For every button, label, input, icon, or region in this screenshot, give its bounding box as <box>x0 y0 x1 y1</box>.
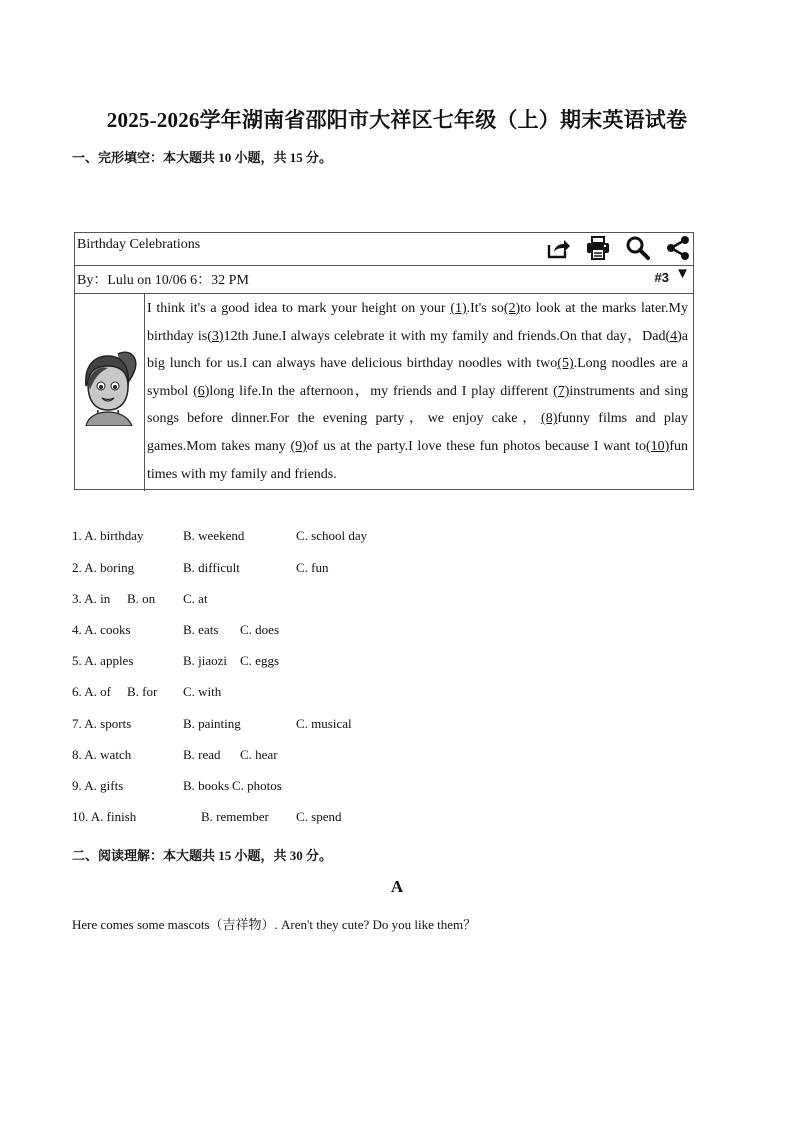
option-b[interactable]: B. painting <box>183 716 241 731</box>
passage-text: a big lunch for us.I can always have delicious birthday noodles with two <box>147 328 689 372</box>
passage-text: of us at the party.I love these fun photos because I want to <box>306 438 646 454</box>
post-title: Birthday Celebrations <box>77 237 201 252</box>
option-b[interactable]: B. for <box>127 684 158 699</box>
passage-text: fun times with my family and friends. <box>147 438 688 482</box>
option-b[interactable]: B. eats <box>183 622 219 637</box>
post-body <box>75 294 693 491</box>
forum-post <box>74 232 694 490</box>
option-a[interactable]: 5. A. apples <box>72 653 134 668</box>
page-title: 2025-2026学年湖南省邵阳市大祥区七年级（上）期末英语试卷 <box>106 108 688 132</box>
section-heading-cloze: 一、完形填空：本大题共 10 小题，共 15 分。 <box>72 150 333 165</box>
option-a[interactable]: 7. A. sports <box>72 716 132 731</box>
passage-text: I think it's a good idea to mark your height on your <box>147 301 451 316</box>
option-a[interactable]: 9. A. gifts <box>72 778 124 793</box>
option-c[interactable]: C. school day <box>296 528 368 543</box>
question-row <box>72 653 472 675</box>
option-c[interactable]: C. spend <box>296 809 342 824</box>
passage-a-title: A <box>390 877 404 896</box>
avatar-cell <box>75 294 145 491</box>
question-row <box>72 622 472 644</box>
share-network-icon[interactable] <box>665 235 691 261</box>
passage-text: .It's so <box>466 301 504 316</box>
option-b[interactable]: B. remember <box>201 809 269 824</box>
option-b[interactable]: B. weekend <box>183 528 245 543</box>
blank-number: (10) <box>646 438 670 454</box>
option-b[interactable]: B. on <box>127 591 156 606</box>
option-b[interactable]: B. read <box>183 747 221 762</box>
blank-number: (9) <box>290 438 307 454</box>
passage-text: 12th June.I always celebrate it with my family and friends.On that day，Dad <box>223 328 666 344</box>
passage-a-intro: Here comes some mascots（吉祥物）. Aren't they cute? Do you like them？ <box>72 917 477 932</box>
passage-text: instruments and sing songs before dinner.For the evening party，we enjoy cake， <box>147 383 688 427</box>
option-a[interactable]: 2. A. boring <box>72 560 135 575</box>
option-b[interactable]: B. difficult <box>183 560 240 575</box>
option-b[interactable]: B. jiaozi <box>183 653 228 668</box>
dropdown-arrow-icon[interactable]: ▼ <box>675 266 690 282</box>
section-heading-reading: 二、阅读理解：本大题共 15 小题，共 30 分。 <box>72 848 333 863</box>
question-row <box>72 716 472 738</box>
option-c[interactable]: C. eggs <box>240 653 279 668</box>
option-c[interactable]: C. photos <box>232 778 282 793</box>
post-byline: By：Lulu on 10/06 6：32 PM <box>77 273 249 288</box>
question-row <box>72 560 472 582</box>
option-c[interactable]: C. at <box>183 591 208 606</box>
option-a[interactable]: 4. A. cooks <box>72 622 131 637</box>
option-c[interactable]: C. hear <box>240 747 278 762</box>
post-header <box>75 233 693 266</box>
blank-number: (5) <box>557 356 574 372</box>
avatar <box>78 346 140 426</box>
blank-number: (6) <box>193 383 210 399</box>
option-a[interactable]: 10. A. finish <box>72 809 137 824</box>
question-row <box>72 747 472 769</box>
question-row <box>72 684 472 706</box>
passage-text: long life.In the afternoon，my friends and I play different <box>209 383 554 399</box>
post-toolbar <box>545 235 691 261</box>
blank-number: (4) <box>665 328 682 344</box>
option-b[interactable]: B. books <box>183 778 230 793</box>
blank-number: (7) <box>553 383 570 399</box>
post-meta <box>75 266 693 294</box>
option-c[interactable]: C. does <box>240 622 279 637</box>
option-a[interactable]: 6. A. of <box>72 684 111 699</box>
question-row <box>72 778 472 800</box>
option-c[interactable]: C. musical <box>296 716 352 731</box>
passage-text: .Long noodles are a symbol <box>147 356 688 399</box>
question-row <box>72 809 472 831</box>
option-c[interactable]: C. with <box>183 684 222 699</box>
option-c[interactable]: C. fun <box>296 560 329 575</box>
question-row <box>72 591 472 613</box>
blank-number: (3) <box>207 328 224 344</box>
blank-number: (2) <box>503 301 521 316</box>
print-icon[interactable] <box>585 235 611 261</box>
search-icon[interactable] <box>625 235 651 261</box>
option-a[interactable]: 3. A. in <box>72 591 111 606</box>
share-icon[interactable] <box>545 235 571 261</box>
cloze-passage <box>145 294 693 491</box>
passage-text: funny films and play games.Mom takes many <box>147 411 688 454</box>
blank-number: (8) <box>541 411 558 427</box>
post-number: #3 <box>654 270 669 285</box>
passage-text: to look at the marks later.My birthday is <box>147 301 689 344</box>
blank-number: (1) <box>450 301 467 316</box>
question-row <box>72 528 472 550</box>
option-a[interactable]: 8. A. watch <box>72 747 132 762</box>
option-a[interactable]: 1. A. birthday <box>72 528 144 543</box>
